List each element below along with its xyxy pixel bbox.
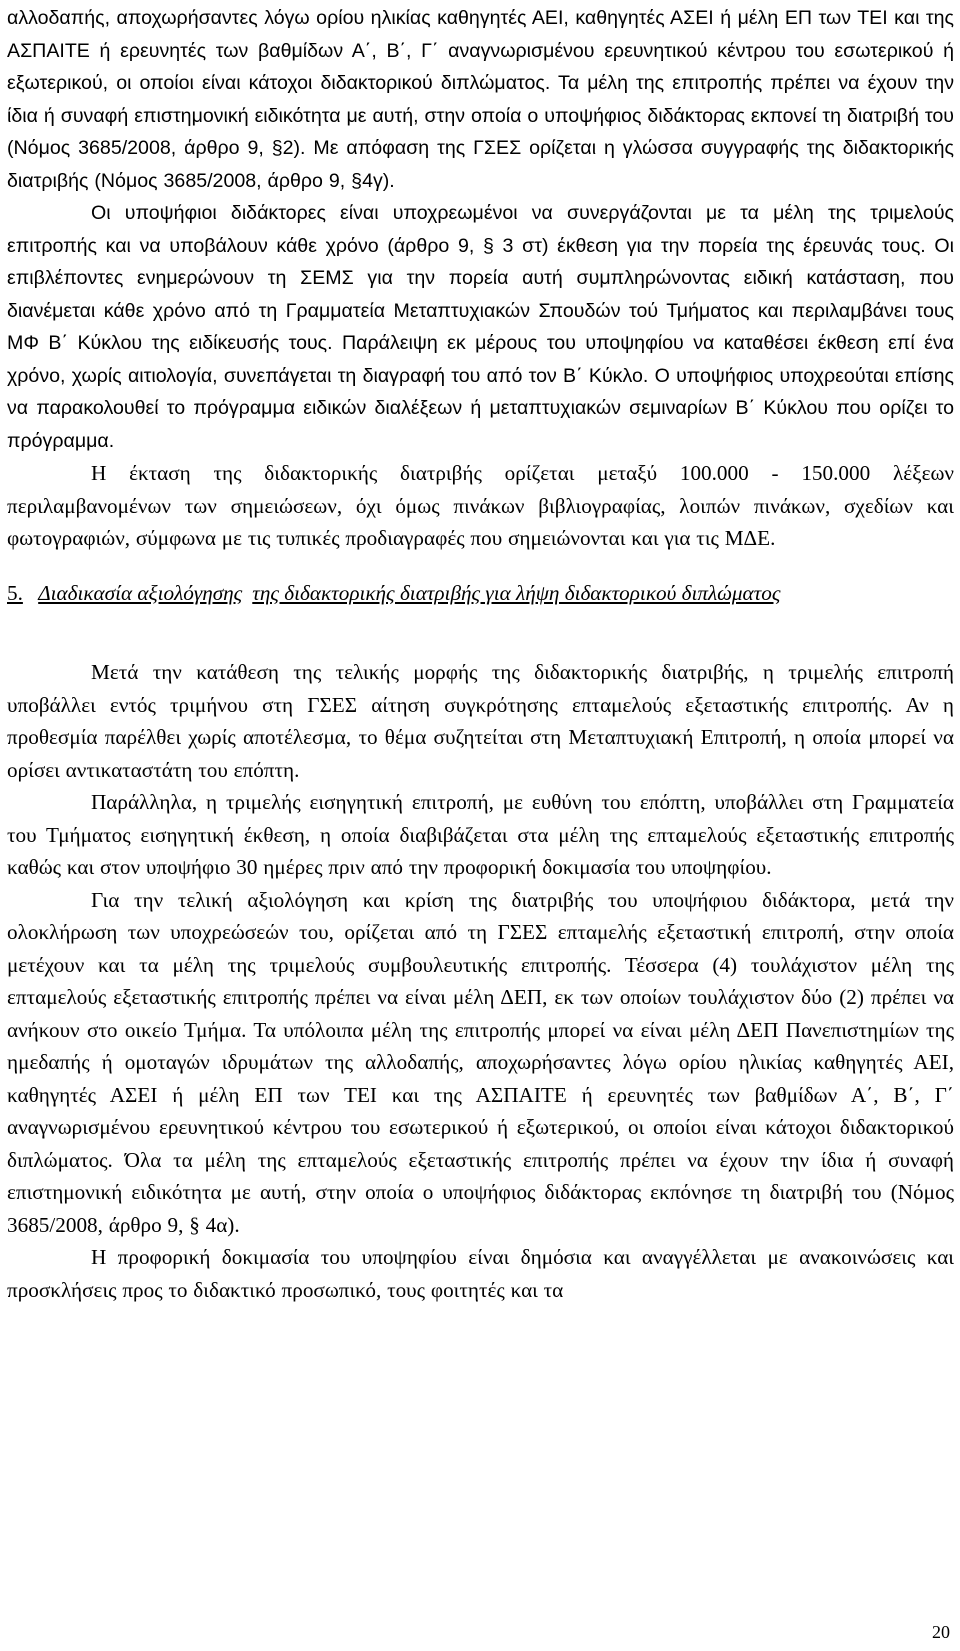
paragraph-oral-examination: Η προφορική δοκιμασία του υποψηφίου είναι δημόσια και αναγγέλλεται με ανακοινώσεις και προσκλήσεις προς το διδακτικό προσωπικό, τους φοιτητές και τα	[7, 1245, 954, 1302]
section-title-part2: της διδακτορικής διατριβής για λήψη διδακτορικού διπλώματος	[252, 580, 781, 605]
paragraph-report-submission: Παράλληλα, η τριμελής εισηγητική επιτροπή, με ευθύνη του επόπτη, υποβάλλει στη Γραμματεία του Τμήματος εισηγητική έκθεση, η οποία διαβιβάζεται στα μέλη της επταμελούς εξεταστικής επιτροπής καθώς και στον υποψήφιο 30 ημέρες πριν από την προφορική δοκιμασία του υποψηφίου.	[7, 790, 954, 879]
section-title-part1: Διαδικασία αξιολόγησης	[38, 580, 243, 605]
section-number: 5.	[7, 580, 23, 605]
paragraph-thesis-length: Η έκταση της διδακτορικής διατριβής ορίζεται μεταξύ 100.000 - 150.000 λέξεων περιλαμβανομένων των σημειώσεων, όχι όμως πινάκων βιβλιογραφίας, λοιπών πινάκων, σχεδίων και φωτογραφιών, σύμφωνα με τις τυπικές προδιαγραφές που σημειώνονται και για τις ΜΔΕ.	[7, 461, 954, 550]
paragraph-final-submission: Μετά την κατάθεση της τελικής μορφής της διδακτορικής διατριβής, η τριμελής επιτροπή υποβάλλει εντός τριμήνου στη ΓΣΕΣ αίτηση συγκρότησης επταμελούς εξεταστικής επιτροπής. Αν η προθεσμία παρέλθει χωρίς αποτέλεσμα, το θέμα συζητείται στη Μεταπτυχιακή Επιτροπή, η οποία μπορεί να ορίσει αντικαταστάτη του επόπτη.	[7, 660, 954, 782]
paragraph-committee-members: αλλοδαπής, αποχωρήσαντες λόγω ορίου ηλικίας καθηγητές ΑΕΙ, καθηγητές ΑΣΕΙ ή μέλη ΕΠ των ΤΕΙ και της ΑΣΠΑΙΤΕ ή ερευνητές των βαθμίδων Α΄, Β΄, Γ΄ αναγνωρισμένου ερευνητικού κέντρου του εσωτερικού ή εξωτερικού, οι οποίοι είναι κάτοχοι διδακτορικού διπλώματος. Τα μέλη της επιτροπής πρέπει να έχουν την ίδια ή συναφή επιστημονική ειδικότητα με αυτή, στην οποία ο υποψήφιος διδάκτορας εκπονεί τη διατριβή του (Νόμος 3685/2008, άρθρο 9, §2). Με απόφαση της ΓΣΕΣ ορίζεται η γλώσσα συγγραφής της διδακτορικής διατριβής (Νόμος 3685/2008, άρθρο 9, §4γ).	[7, 7, 954, 192]
page-number: 20	[932, 1622, 950, 1642]
paragraph-final-evaluation: Για την τελική αξιολόγηση και κρίση της διατριβής του υποψήφιου διδάκτορα, μετά την ολοκλήρωση των υποχρεώσεών του, ορίζεται από τη ΓΣΕΣ επταμελής εξεταστική επιτροπή, στην οποία μετέχουν και τα μέλη της τριμελούς συμβουλευτικής επιτροπής. Τέσσερα (4) τουλάχιστον μέλη της επταμελούς εξεταστικής επιτροπής πρέπει να είναι μέλη ΔΕΠ, εκ των οποίων τουλάχιστον δύο (2) πρέπει να ανήκουν στο οικείο Τμήμα. Τα υπόλοιπα μέλη της επιτροπής μπορεί να είναι μέλη ΔΕΠ Πανεπιστημίων της ημεδαπής ή ομοταγών ιδρυμάτων της αλλοδαπής, αποχωρήσαντες λόγω ορίου ηλικίας καθηγητές ΑΕΙ, καθηγητές ΑΣΕΙ ή μέλη ΕΠ των ΤΕΙ και της ΑΣΠΑΙΤΕ ή ερευνητές των βαθμίδων Α΄, Β΄, Γ΄ αναγνωρισμένου ερευνητικού κέντρου του εσωτερικού ή εξωτερικού, οι οποίοι είναι κάτοχοι διδακτορικού διπλώματος. Όλα τα μέλη της επταμελούς εξεταστικής επιτροπής πρέπει να έχουν την ίδια ή συναφή επιστημονική ειδικότητα με αυτή, στην οποία ο υποψήφιος διδάκτορας εκπόνησε τη διατριβή του (Νόμος 3685/2008, άρθρο 9, § 4α).	[7, 887, 954, 1237]
section-heading	[7, 577, 954, 610]
paragraph-candidate-obligations: Οι υποψήφιοι διδάκτορες είναι υποχρεωμένοι να συνεργάζονται με τα μέλη της τριμελούς επιτροπής και να υποβάλουν κάθε χρόνο (άρθρο 9, § 3 στ) έκθεση για την πορεία της έρευνάς τους. Οι επιβλέποντες ενημερώνουν τη ΣΕΜΣ για την πορεία αυτή συμπληρώνοντας ειδική κατάσταση, που διανέμεται κάθε χρόνο από τη Γραμματεία Μεταπτυχιακών Σπουδών τού Τμήματος και περιλαμβάνει τους ΜΦ Β΄ Κύκλου της ειδίκευσής τους. Παράλειψη εκ μέρους του υποψηφίου να καταθέσει έκθεση επί ένα χρόνο, χωρίς αιτιολογία, συνεπάγεται τη διαγραφή του από τον Β΄ Κύκλο. Ο υποψήφιος υποχρεούται επίσης να παρακολουθεί το πρόγραμμα ειδικών διαλέξεων ή μεταπτυχιακών σεμιναρίων Β΄ Κύκλου που ορίζει το πρόγραμμα.	[7, 202, 954, 452]
